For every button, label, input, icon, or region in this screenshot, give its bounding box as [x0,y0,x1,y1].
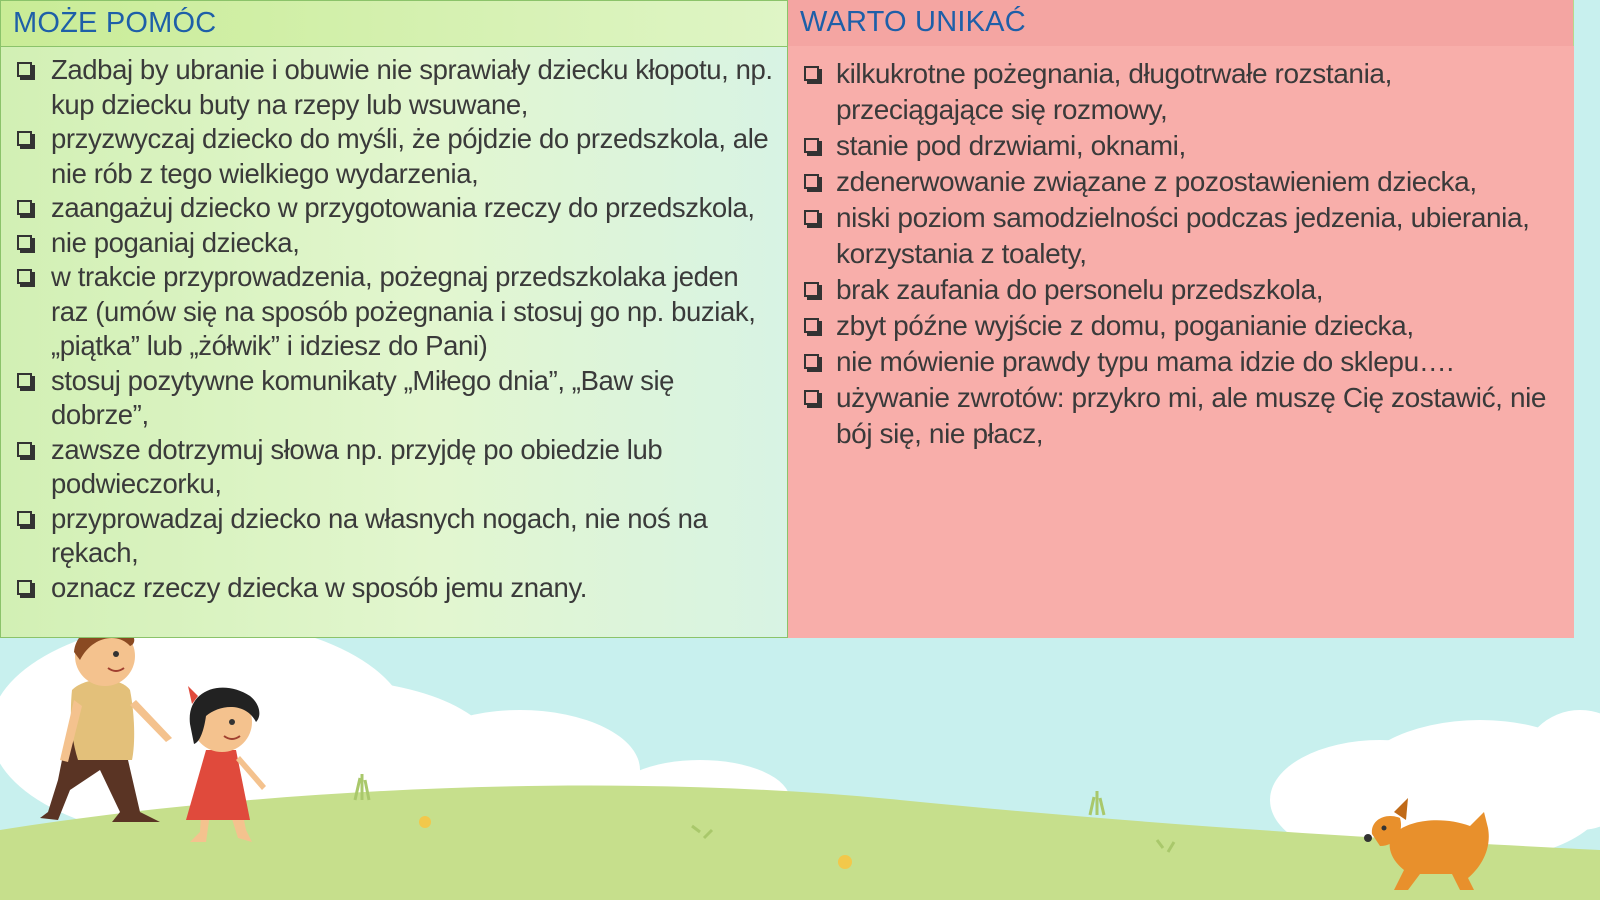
list-item-text: zdenerwowanie związane z pozostawieniem dziecka, [836,166,1477,197]
checkbox-bullet-icon [804,138,819,153]
checkbox-bullet-icon [804,354,819,369]
avoid-tips-heading: WARTO UNIKAĆ [800,6,1026,38]
list-item [798,308,1564,344]
list-item-text: oznacz rzeczy dziecka w sposób jemu znany. [51,571,587,603]
helpful-tips-heading: MOŻE POMÓC [13,7,217,39]
list-item-text: przyzwyczaj dziecko do myśli, że pójdzie do przedszkola, ale nie rób z tego wielkiego wydarzenia, [51,123,769,189]
list-item-text: zbyt późne wyjście z domu, poganianie dziecka, [836,310,1414,341]
list-item [17,433,777,502]
list-item [798,380,1564,452]
checkbox-bullet-icon [17,131,32,146]
list-item [798,272,1564,308]
checkbox-bullet-icon [17,235,32,250]
list-item [798,164,1564,200]
list-item [798,56,1564,128]
avoid-tips-list [788,46,1574,452]
list-item-text: zawsze dotrzymuj słowa np. przyjdę po obiedzie lub podwieczorku, [51,433,663,499]
checkbox-bullet-icon [17,580,32,595]
checkbox-bullet-icon [804,390,819,405]
list-item [17,502,777,571]
list-item [17,191,777,226]
list-item-text: kilkukrotne pożegnania, długotrwałe rozstania, przeciągające się rozmowy, [836,58,1392,125]
list-item-text: stanie pod drzwiami, oknami, [836,130,1186,161]
checkbox-bullet-icon [17,373,32,388]
checkbox-bullet-icon [17,442,32,457]
list-item-text: w trakcie przyprowadzenia, pożegnaj przedszkolaka jeden raz (umów się na sposób pożegnania i stosuj go np. buziak, „piątka” lub „żółwik” i idziesz do Pani) [51,261,756,361]
avoid-tips-panel [788,0,1574,638]
list-item-text: przyprowadzaj dziecko na własnych nogach, nie noś na rękach, [51,502,708,568]
checkbox-bullet-icon [804,174,819,189]
checkbox-bullet-icon [804,282,819,297]
avoid-tips-header [788,0,1574,46]
checkbox-bullet-icon [17,511,32,526]
list-item-text: stosuj pozytywne komunikaty „Miłego dnia”, „Baw się dobrze”, [51,364,675,430]
checkbox-bullet-icon [17,200,32,215]
list-item-text: brak zaufania do personelu przedszkola, [836,274,1324,305]
checkbox-bullet-icon [17,62,32,77]
list-item-text: zaangażuj dziecko w przygotowania rzeczy do przedszkola, [51,192,755,223]
list-item [17,53,777,122]
list-item-text: nie mówienie prawdy typu mama idzie do sklepu…. [836,346,1454,377]
list-item-text: niski poziom samodzielności podczas jedzenia, ubierania, korzystania z toalety, [836,202,1530,269]
list-item [17,571,777,606]
list-item [17,226,777,261]
checkbox-bullet-icon [804,210,819,225]
list-item [17,260,777,364]
list-item-text: używanie zwrotów: przykro mi, ale muszę Cię zostawić, nie bój się, nie płacz, [836,382,1547,449]
helpful-tips-header [1,1,787,47]
checkbox-bullet-icon [804,66,819,81]
list-item [798,344,1564,380]
list-item [798,128,1564,164]
helpful-tips-panel [0,0,788,638]
list-item-text: nie poganiaj dziecka, [51,226,300,258]
list-item [798,200,1564,272]
list-item [17,364,777,433]
checkbox-bullet-icon [804,318,819,333]
list-item-text: Zadbaj by ubranie i obuwie nie sprawiały dziecku kłopotu, np. kup dziecku buty na rzepy lub wsuwane, [51,54,773,120]
checkbox-bullet-icon [17,269,32,284]
helpful-tips-list [1,47,787,605]
list-item [17,122,777,191]
